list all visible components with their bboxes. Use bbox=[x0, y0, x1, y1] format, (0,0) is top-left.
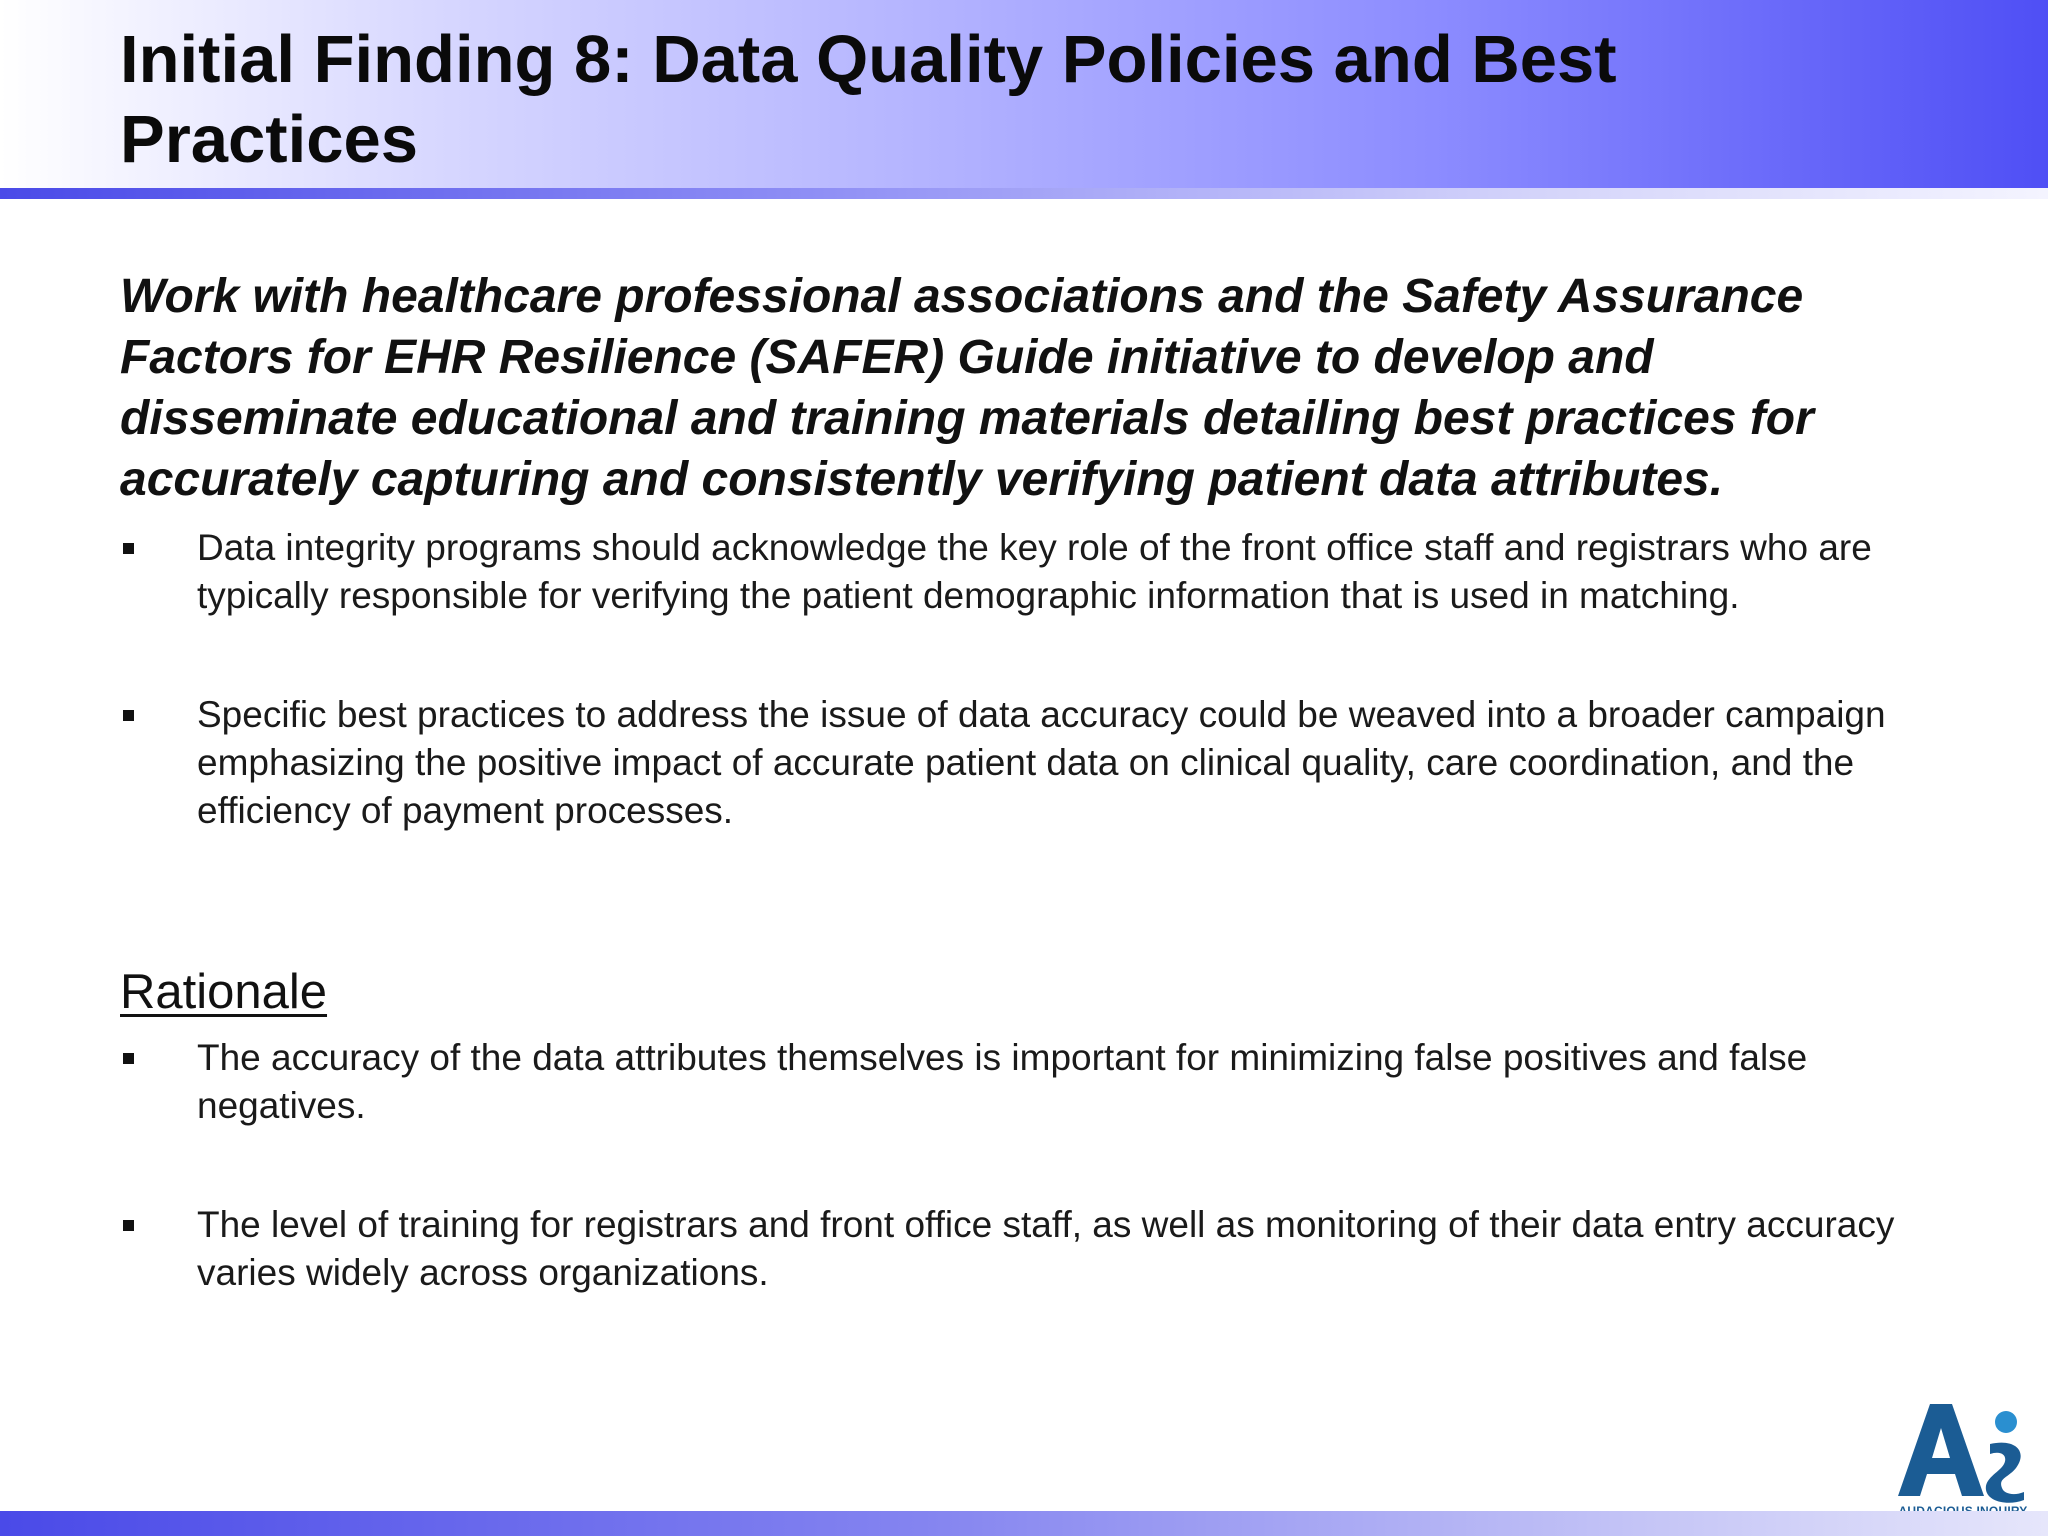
finding-bullet-list bbox=[120, 524, 1920, 835]
rationale-bullet-text: The level of training for registrars and front office staff, as well as monitoring of their data entry accuracy varies widely across organizations. bbox=[197, 1204, 1895, 1293]
ai-logo-icon bbox=[1890, 1396, 2036, 1504]
slide-title: Initial Finding 8: Data Quality Policies and Best Practices bbox=[120, 22, 1617, 177]
footer-band bbox=[0, 1511, 2048, 1536]
square-bullet-icon bbox=[123, 1053, 134, 1064]
square-bullet-icon bbox=[123, 543, 134, 554]
title-divider bbox=[0, 188, 2048, 199]
rationale-bullet-text: The accuracy of the data attributes themselves is important for minimizing false positives and false negatives. bbox=[197, 1037, 1808, 1126]
rationale-bullet bbox=[120, 1034, 1920, 1130]
lead-recommendation: Work with healthcare professional associations and the Safety Assurance Factors for EHR Resilience (SAFER) Guide initiative to develop and disseminate educational and training materials detailing best practices for accurately capturing and consistently verifying patient data attributes. bbox=[120, 270, 1814, 506]
finding-bullet bbox=[120, 524, 1920, 620]
company-logo bbox=[1890, 1396, 2036, 1524]
finding-bullet-text: Specific best practices to address the issue of data accuracy could be weaved into a broader campaign emphasizing the positive impact of accurate patient data on clinical quality, care coordination, and the efficiency of payment processes. bbox=[197, 694, 1886, 831]
finding-bullet-text: Data integrity programs should acknowledge the key role of the front office staff and registrars who are typically responsible for verifying the patient demographic information that is used in matching. bbox=[197, 527, 1872, 616]
finding-bullet bbox=[120, 691, 1920, 835]
rationale-bullet bbox=[120, 1201, 1920, 1297]
rationale-bullet-list bbox=[120, 1034, 1920, 1297]
rationale-heading: Rationale bbox=[120, 965, 328, 1019]
square-bullet-icon bbox=[123, 710, 134, 721]
square-bullet-icon bbox=[123, 1220, 134, 1231]
